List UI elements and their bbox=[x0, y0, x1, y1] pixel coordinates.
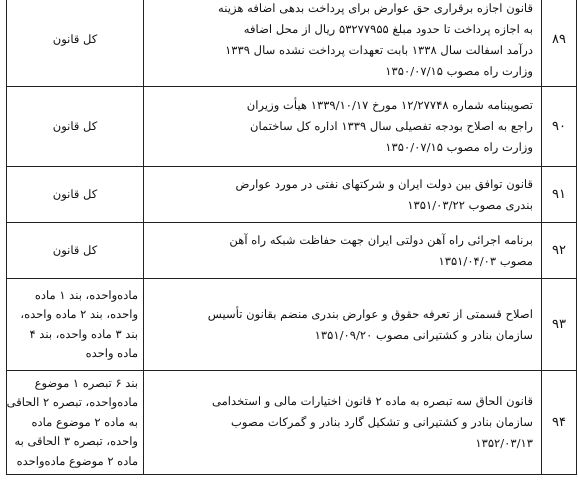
law-title-line: وزارت راه مصوب ۱۳۵۰/۰۷/۱۵ bbox=[385, 140, 533, 154]
law-title-line: قانون توافق بین دولت ایران و شرکتهای نفتی در مورد عوارض bbox=[235, 176, 533, 191]
repeal-scope bbox=[7, 0, 144, 87]
table-row bbox=[7, 0, 577, 87]
law-title-line: درآمد اسفالت سال ۱۳۳۸ بابت تعهدات پرداخت نشده سال ۱۳۳۹ bbox=[225, 42, 533, 57]
repeal-scope bbox=[7, 223, 144, 279]
law-title-line: ۱۳۵۲/۰۳/۱۳ bbox=[475, 436, 533, 450]
table-row bbox=[7, 371, 577, 475]
law-title-line: برنامه اجرائی راه آهن دولتی ایران جهت حفاظت شبکه راه آهن bbox=[229, 232, 533, 247]
law-title bbox=[144, 279, 542, 371]
law-title-line: به اجازه پرداخت تا حدود مبلغ ۵۳۲۷۷۹۵۵ ریال از محل اضافه bbox=[243, 21, 533, 36]
repeal-scope-line: کل قانون bbox=[52, 186, 98, 201]
row-number: ۹۱ bbox=[542, 167, 577, 223]
law-title bbox=[144, 0, 542, 87]
row-number: ۸۹ bbox=[542, 0, 577, 87]
row-number: ۹۲ bbox=[542, 223, 577, 279]
table-row bbox=[7, 167, 577, 223]
repeal-scope-line: کل قانون bbox=[52, 31, 98, 46]
repeal-scope bbox=[7, 167, 144, 223]
law-title bbox=[144, 223, 542, 279]
repeal-scope bbox=[7, 87, 144, 167]
row-number: ۹۳ bbox=[542, 279, 577, 371]
law-title bbox=[144, 167, 542, 223]
law-title-line: قانون الحاق سه تبصره به ماده ۲ قانون اختیارات مالی و استخدامی bbox=[211, 394, 533, 408]
repeal-scope-line: بند ۶ تبصره ۱ موضوع bbox=[34, 375, 138, 390]
repeal-scope-line: کل قانون bbox=[52, 118, 98, 133]
repeal-scope bbox=[7, 279, 144, 371]
table-row bbox=[7, 279, 577, 371]
law-title bbox=[144, 371, 542, 475]
law-title bbox=[144, 87, 542, 167]
repeal-scope-line: ماده‌واحده، تبصره ۲ الحاقی bbox=[6, 395, 138, 410]
law-title-line: وزارت راه مصوب ۱۳۵۰/۰۷/۱۵ bbox=[385, 63, 533, 78]
law-title-line: سازمان بنادر و کشتیرانی و تشکیل گارد بنادر و گمرکات مصوب bbox=[231, 415, 533, 429]
repeal-scope-line: ماده‌واحده، بند ۱ ماده bbox=[34, 287, 138, 302]
repeal-scope-line: به ماده ۲ موضوع ماده bbox=[31, 414, 138, 429]
table-row bbox=[7, 87, 577, 167]
law-title-line: مصوب ۱۳۵۱/۰۴/۰۳ bbox=[438, 253, 533, 268]
law-title-line: قانون اجازه برقراری حق عوارض برای پرداخت بدهی اضافه هزینه bbox=[218, 0, 533, 15]
row-number: ۹۴ bbox=[542, 371, 577, 475]
law-title-line: تصویبنامه شماره ۱۲/۲۷۷۴۸ مورخ ۱۳۳۹/۱۰/۱۷ هیأت وزیران bbox=[246, 98, 533, 112]
repeal-scope-line: کل قانون bbox=[52, 242, 98, 257]
law-title-line: اصلاح قسمتی از تعرفه حقوق و عوارض بندری منضم بقانون تأسیس bbox=[207, 306, 533, 321]
repeal-scope-line: واحده، تبصره ۳ الحاقی به bbox=[14, 434, 138, 449]
row-number: ۹۰ bbox=[542, 87, 577, 167]
repeal-scope-line: بند ۳ ماده واحده، بند ۴ bbox=[29, 326, 138, 341]
repeal-scope bbox=[7, 371, 144, 475]
repealed-laws-table bbox=[6, 0, 577, 475]
law-title-line: سازمان بنادر و کشتیرانی مصوب ۱۳۵۱/۰۹/۲۰ bbox=[314, 327, 533, 342]
repeal-scope-line: ماده ۲ موضوع ماده‌واحده bbox=[16, 453, 138, 468]
repeal-scope-line: ماده واحده bbox=[85, 346, 138, 360]
table-row bbox=[7, 223, 577, 279]
law-title-line: بندری مصوب ۱۳۵۱/۰۳/۲۲ bbox=[407, 197, 533, 212]
law-title-line: راجع به اصلاح بودجه تفصیلی سال ۱۳۳۹ اداره کل ساختمان bbox=[250, 119, 533, 133]
repeal-scope-line: واحده، بند ۲ ماده واحده، bbox=[20, 307, 138, 321]
